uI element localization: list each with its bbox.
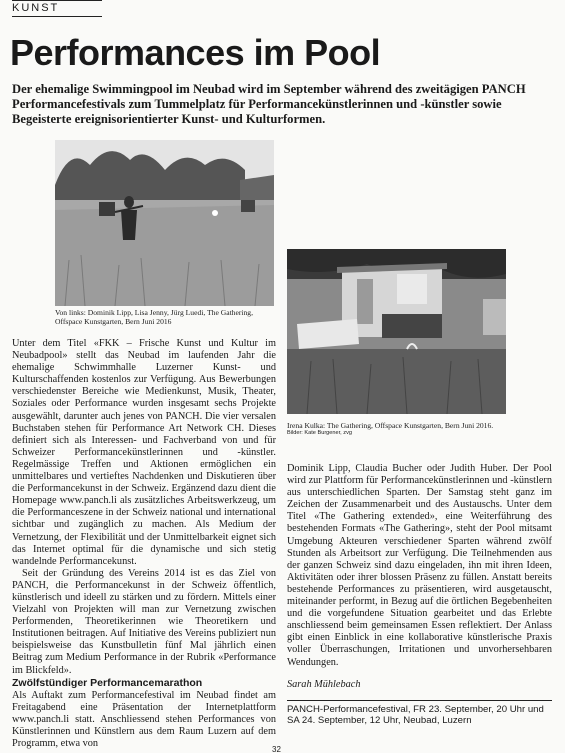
event-info-box: PANCH-Performancefestival, FR 23. September, 20 Uhr und SA 24. September, 12 Uhr, Neubad, Luzern	[287, 700, 552, 726]
author-byline: Sarah Mühlebach	[287, 679, 361, 690]
body-paragraph: Als Auftakt zum Performancefestival im Neubad findet am Freitagabend eine Präsentation der Internetplattform www.panch.li statt. Anschliessend stehen Performances von Künstlerinnen und Künstlern aus dem Raum Luzern auf dem Programm, etwa von	[12, 689, 276, 749]
photo2-caption	[287, 421, 517, 437]
photo2-caption-text: Irena Kulka: The Gathering, Offspace Kunstgarten, Bern Juni 2016.	[287, 421, 494, 430]
page-number: 32	[272, 745, 281, 753]
article-lead: Der ehemalige Swimmingpool im Neubad wird im September während des zweitägigen PANCH Performancefestivals zum Tummelplatz für Performancekünstlerinnen und -künstler sowie Begeisterte ereignisorientierter Kunst- und Kulturformen.	[12, 82, 526, 126]
section-label: KUNST	[12, 0, 102, 17]
photo-garden-performers	[55, 140, 274, 306]
photo1-caption: Von links: Dominik Lipp, Lisa Jenny, Jürg Luedi, The Gathering, Offspace Kunstgarten, Bern Juni 2016	[55, 308, 253, 326]
article-title: Performances im Pool	[10, 32, 381, 73]
body-paragraph: Unter dem Titel «FKK – Frische Kunst und Kultur im Neubadpool» stellt das Neubad im laufenden Jahr die ehemalige Schwimmhalle Luzerner Kunst- und Kulturschaffenden kostenlos zur Verfügung. Aus Bewerbungen verschiedenster Bereiche wie Medienkunst, Musik, Theater, Soziales oder Performance wurden insgesamt sechs Projekte ausgewählt, darunter auch jenes von PANCH. Die vier versalen Buchstaben stehen für Performance Art Network CH. Dieses definiert sich als Interessen- und Fachverband von und für Schweizer Performancekünstlerinnen und -künstler. Regelmässige Treffen und Aktionen ermöglichen ein unmittelbares und vertieftes Nachdenken und Diskutieren über die Performancekunst in der Schweiz. Ergänzend dazu dient die Homepage www.panch.li als zusätzliches Arbeitswerkzeug, um die Performanceszene in der Schweiz national und international sichtbar und zugänglich zu machen. Als Medium der Vernetzung, der Flexibilität und der Unmittelbarkeit eignet sich das Internet optimal für die dynamische und sich stetig wandelnde Performancekunst.	[12, 338, 276, 567]
article-column-left	[12, 338, 276, 750]
body-paragraph: Seit der Gründung des Vereins 2014 ist es das Ziel von PANCH, die Performancekunst in der Schweiz öffentlich, künstlerisch und ideell zu stärken und zu fördern. Mittels einer Vielzahl von Projekten will man zur Vernetzung zwischen Performenden, Theoretikerinnen wie Theoretikern und Institutionen beitragen. Auf Initiative des Vereins publiziert nun beispielsweise das Kunstbulletin fünf Mal jährlich einen Beitrag zum Medium Performance in der Rubrik «Performance im Blickfeld».	[12, 567, 276, 676]
article-column-right	[287, 463, 552, 669]
photo-credit: Bilder: Kate Burgener, zvg	[287, 430, 352, 436]
subheading: Zwölfstündiger Performancemarathon	[12, 676, 203, 689]
body-paragraph: Dominik Lipp, Claudia Bucher oder Judith Huber. Der Pool wird zur Plattform für Performancekünstlerinnen und -künstlern aus unterschiedlichen Sparten. Der Samstag steht ganz im Zeichen der Zusammenarbeit und des Austauschs. Unter dem Titel «The Gathering extended», eine Weiterführung des bestehenden Formats «The Gathering», steht der Pool mitsamt Umgebung Akteuren verschiedener Sparten während zwölf Stunden als Arbeitsort zur Verfügung. Die Teilnehmenden aus der ganzen Schweiz sind dazu eingeladen, ihn mit ihren Ideen, Aktivitäten oder ihrer blossen Präsenz zu füllen. Anstatt bereits bestehende Performances zu präsentieren, wird ausgetauscht, miteinander performt, in Bezug auf die örtlichen Begebenheiten und die vorgefundene Situation gearbeitet und das Erlebte anschliessend beim gemeinsamen Essen reflektiert. Der Anlass gibt einen Einblick in eine kollaborative künstlerische Praxis voller Überraschungen, Irritationen und unvorhersehbaren Wendungen.	[287, 463, 552, 668]
photo-garden-shed	[287, 249, 506, 414]
